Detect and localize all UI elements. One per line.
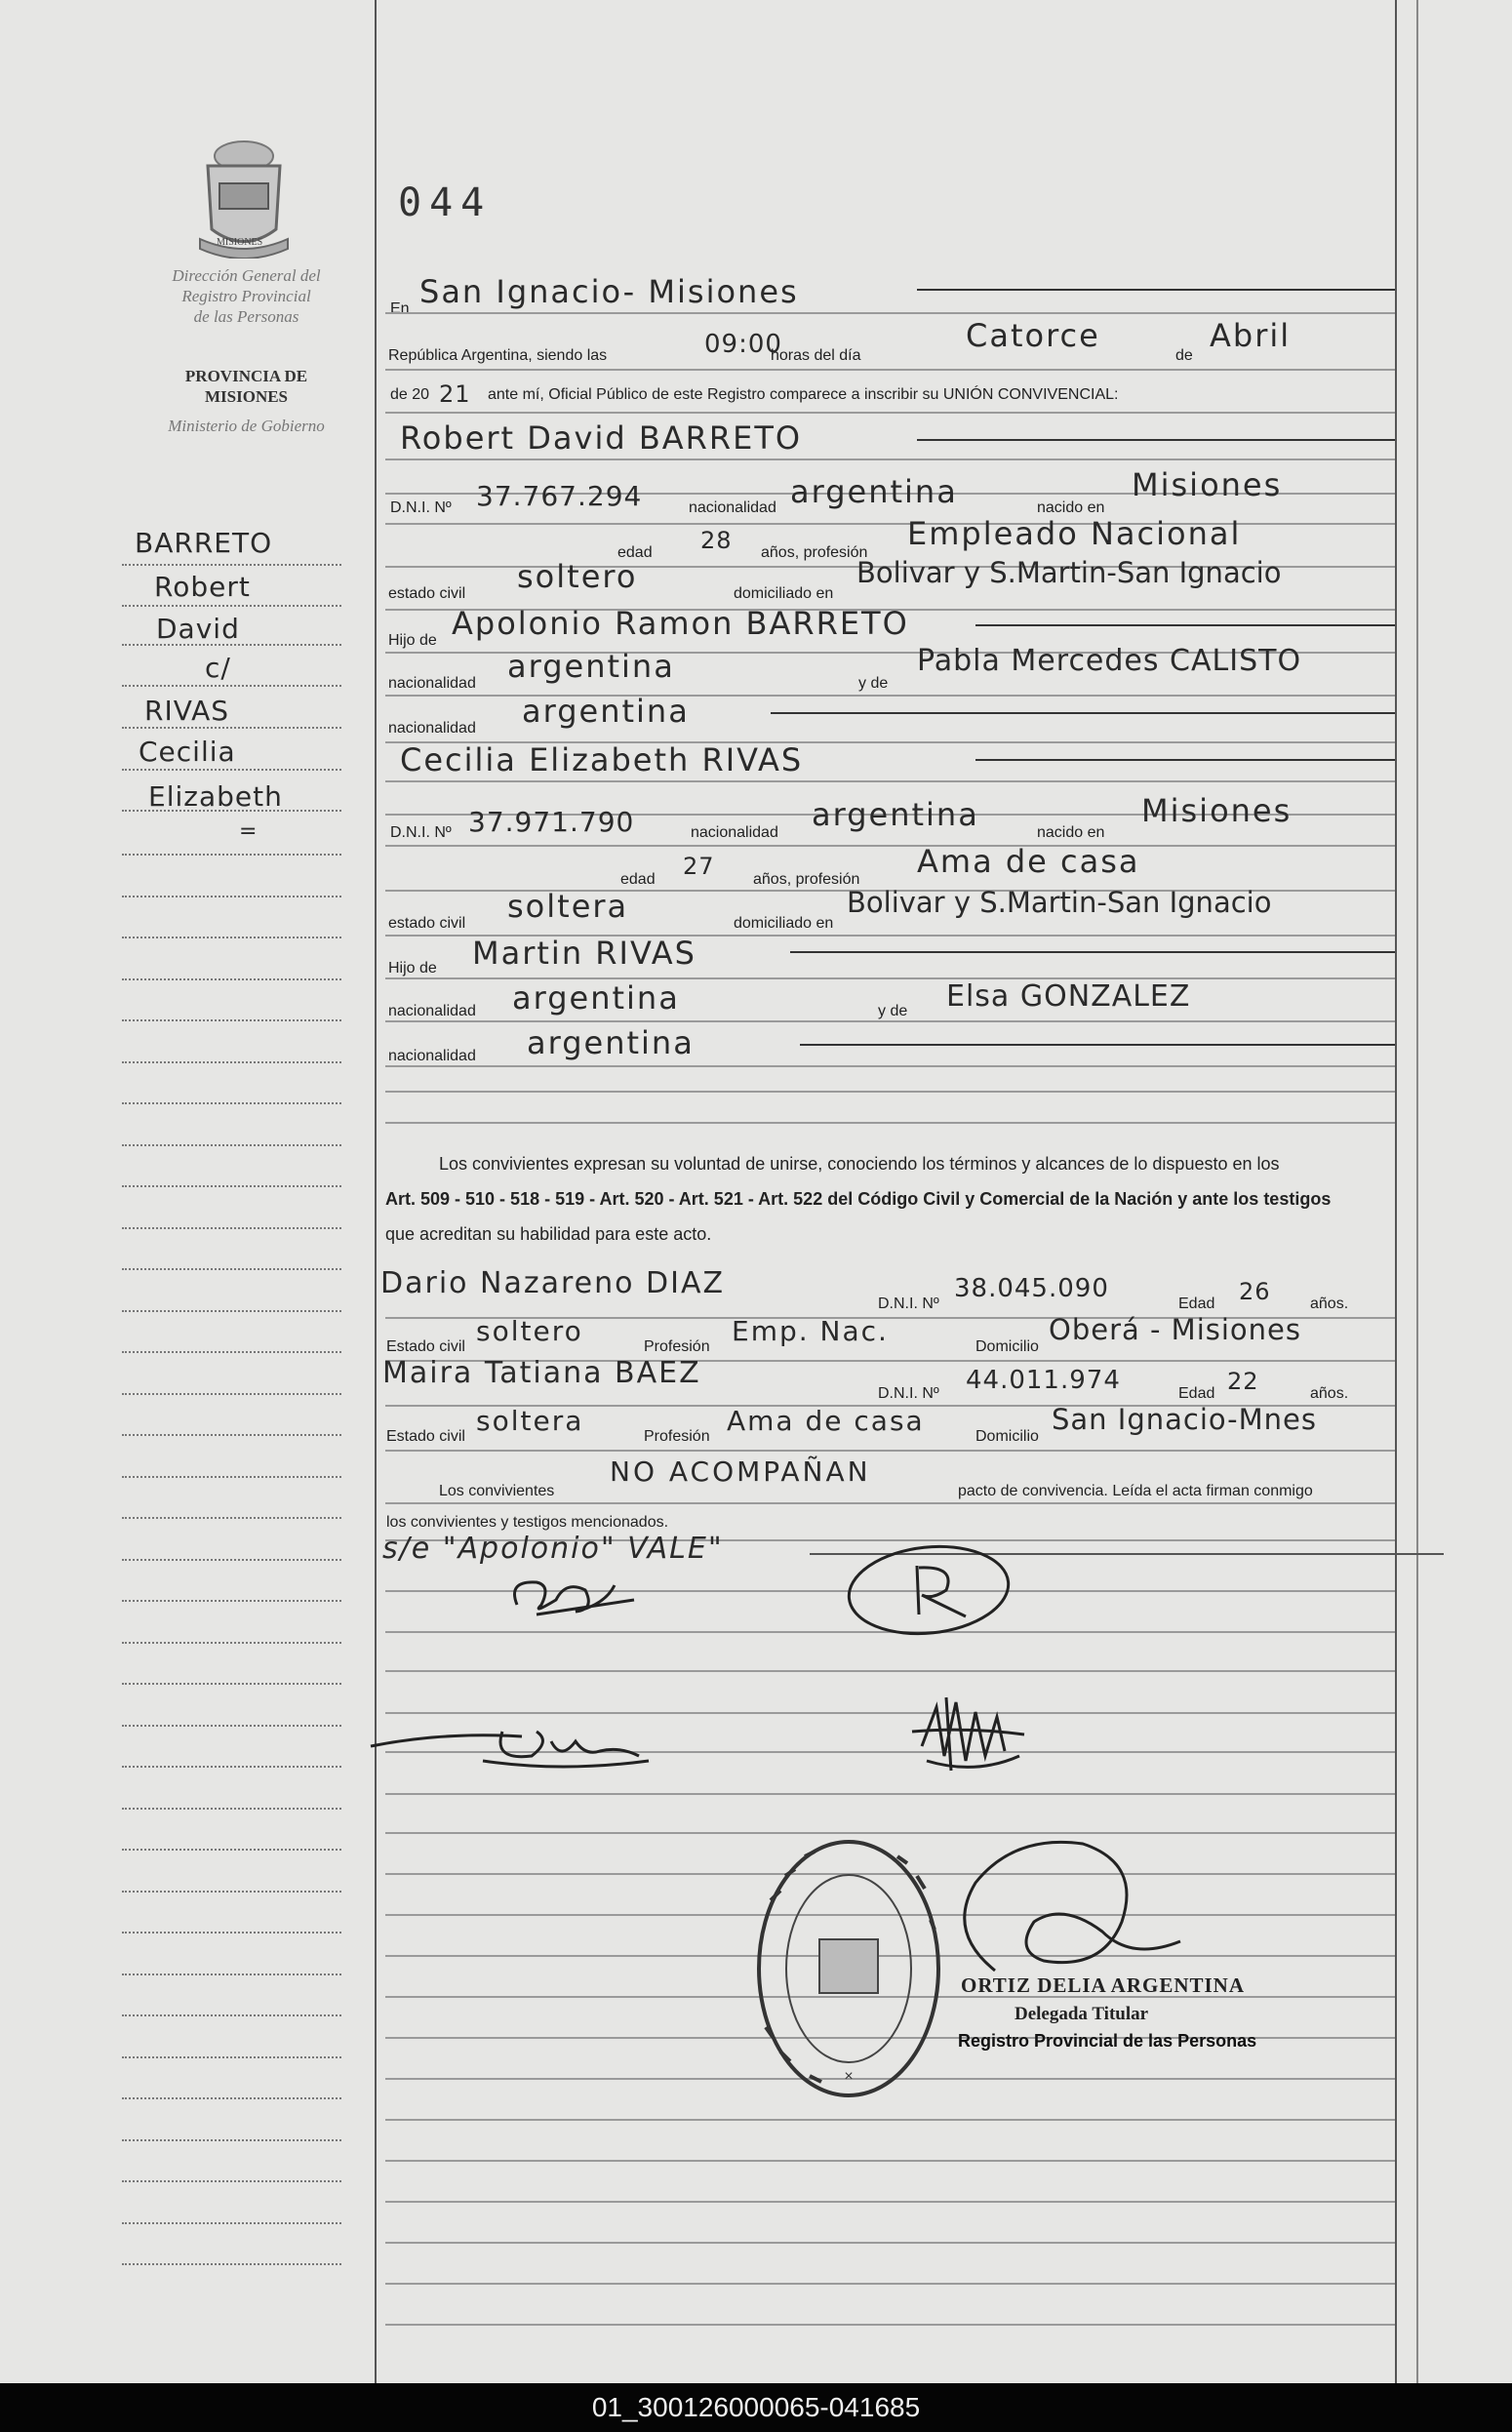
signature-scribble-2 (366, 1712, 658, 1780)
signature-circle-r (839, 1536, 1024, 1644)
partner1-profession: Empleado Nacional (907, 515, 1242, 552)
official-stamp-icon (751, 1832, 946, 2105)
witness2-civil-status: soltera (476, 1405, 584, 1437)
label-edad-1: edad (617, 544, 653, 561)
label-domiciliado-1: domiciliado en (734, 585, 834, 602)
witness2-name: Maira Tatiana BAEZ (382, 1356, 701, 1390)
margin-note-line-1: BARRETO (135, 527, 273, 559)
month-value: Abril (1210, 317, 1292, 354)
partner1-name: Robert David BARRETO (400, 419, 803, 457)
hour-value: 09:00 (704, 330, 782, 359)
partner1-civil-status: soltero (517, 558, 638, 595)
partner1-birthplace: Misiones (1132, 466, 1283, 503)
label-y-de-2: y de (878, 1003, 908, 1019)
label-nacionalidad-p2-father: nacionalidad (388, 1003, 476, 1019)
signature-scribble-1 (497, 1561, 644, 1629)
label-horas-dia: horas del día (771, 347, 861, 364)
label-republica: República Argentina, siendo las (388, 347, 608, 364)
partner1-father: Apolonio Ramon BARRETO (452, 605, 909, 642)
margin-note-line-6: Cecilia (139, 736, 236, 768)
signature-annotation: s/e "Apolonio" VALE" (382, 1532, 724, 1566)
legal-line-1: Los convivientes expresan su voluntad de unirse, conociendo los términos y alcances de lo dispuesto en los (439, 1154, 1280, 1174)
margin-note-line-4: c/ (205, 652, 231, 684)
label-nacido-1: nacido en (1037, 499, 1105, 516)
label-witness2-profesion: Profesión (644, 1428, 710, 1445)
label-year-prefix: de 20 (390, 386, 430, 403)
label-estado-civil-2: estado civil (388, 915, 466, 932)
witness1-civil-status: soltero (476, 1315, 583, 1347)
label-nacionalidad-p1-mother: nacionalidad (388, 720, 476, 737)
outer-right-line (1416, 0, 1418, 2383)
label-witness1-estado-civil: Estado civil (386, 1338, 465, 1355)
label-y-de-1: y de (858, 675, 889, 692)
label-nacido-2: nacido en (1037, 824, 1105, 841)
partner2-age: 27 (683, 853, 715, 880)
label-hijo-de-2: Hijo de (388, 960, 437, 977)
partner2-dni: 37.971.790 (468, 806, 635, 838)
margin-note-line-3: David (156, 613, 240, 645)
partner2-name: Cecilia Elizabeth RIVAS (400, 741, 804, 778)
witness1-profession: Emp. Nac. (732, 1315, 889, 1347)
witness1-address: Oberá - Misiones (1049, 1313, 1301, 1346)
place-value: San Ignacio- Misiones (419, 273, 799, 310)
svg-text:×: × (844, 2068, 854, 2085)
label-hijo-de-1: Hijo de (388, 632, 437, 649)
document-id-footer: 01_300126000065-041685 (0, 2383, 1512, 2432)
pact-value: NO ACOMPAÑAN (610, 1455, 871, 1488)
legal-line-2: Art. 509 - 510 - 518 - 519 - Art. 520 - Art. 521 - Art. 522 del Código Civil y Comercial de la Nación y ante los testigos (385, 1189, 1332, 1209)
label-witness2-domicilio: Domicilio (975, 1428, 1039, 1445)
partner1-age: 28 (700, 527, 733, 554)
partner1-mother-nationality: argentina (522, 693, 690, 730)
partner1-mother: Pabla Mercedes CALISTO (917, 644, 1302, 678)
registrar-title: Delegada Titular (1015, 2004, 1149, 2024)
margin-note-line-8: = (239, 819, 259, 844)
label-witness1-edad: Edad (1178, 1296, 1215, 1312)
right-margin-line (1395, 0, 1397, 2383)
partner2-mother-nationality: argentina (527, 1024, 695, 1061)
partner2-birthplace: Misiones (1141, 792, 1293, 829)
witness2-dni: 44.011.974 (966, 1366, 1121, 1395)
margin-note-line-5: RIVAS (144, 695, 230, 727)
label-comparece: ante mí, Oficial Público de este Registro comparece a inscribir su UNIÓN CONVIVENCIAL: (488, 386, 1119, 403)
witness1-age: 26 (1239, 1278, 1271, 1305)
ministry-name: Ministerio de Gobierno (168, 417, 325, 435)
partner2-address: Bolivar y S.Martin-San Ignacio (847, 886, 1272, 919)
signature-scribble-3 (907, 1688, 1034, 1785)
label-witness1-profesion: Profesión (644, 1338, 710, 1355)
witness2-profession: Ama de casa (727, 1405, 925, 1437)
partner2-mother: Elsa GONZALEZ (946, 979, 1191, 1014)
left-margin-line (375, 0, 377, 2383)
label-witness1-anos: años. (1310, 1296, 1349, 1312)
label-edad-2: edad (620, 871, 656, 888)
partner2-father-nationality: argentina (512, 979, 680, 1017)
witness2-age: 22 (1227, 1368, 1259, 1395)
label-nacionalidad-p1-father: nacionalidad (388, 675, 476, 692)
record-number: 044 (398, 180, 493, 225)
label-convivientes-testigos: los convivientes y testigos mencionados. (386, 1514, 669, 1531)
label-pacto: pacto de convivencia. Leída el acta firman conmigo (958, 1483, 1313, 1499)
partner2-father: Martin RIVAS (472, 935, 696, 972)
registrar-name: ORTIZ DELIA ARGENTINA (961, 1974, 1245, 1997)
label-dni-2: D.N.I. Nº (390, 824, 452, 841)
partner2-profession: Ama de casa (917, 843, 1140, 880)
registrar-office: Registro Provincial de las Personas (958, 2031, 1257, 2051)
margin-note-line-2: Robert (154, 571, 251, 603)
label-domiciliado-2: domiciliado en (734, 915, 834, 932)
witness1-name: Dario Nazareno DIAZ (380, 1266, 726, 1300)
partner1-dni: 37.767.294 (476, 480, 643, 512)
label-estado-civil-1: estado civil (388, 585, 466, 602)
partner1-address: Bolivar y S.Martin-San Ignacio (856, 556, 1282, 589)
label-de-mes: de (1175, 347, 1193, 364)
partner2-nationality: argentina (812, 796, 979, 833)
label-nacionalidad-1: nacionalidad (689, 499, 776, 516)
label-nacionalidad-p2-mother: nacionalidad (388, 1048, 476, 1064)
year-value: 21 (439, 380, 471, 408)
legal-line-3: que acreditan su habilidad para este acto. (385, 1224, 712, 1244)
label-witness2-edad: Edad (1178, 1385, 1215, 1402)
partner1-father-nationality: argentina (507, 648, 675, 685)
label-witness1-domicilio: Domicilio (975, 1338, 1039, 1355)
emblem-motto: MISIONES (217, 237, 263, 248)
legal-paragraph (385, 1151, 1395, 1247)
witness2-address: San Ignacio-Mnes (1052, 1403, 1317, 1436)
day-value: Catorce (966, 317, 1100, 354)
witness1-dni: 38.045.090 (954, 1274, 1109, 1303)
label-witness1-dni: D.N.I. Nº (878, 1296, 939, 1312)
label-en: En (390, 300, 410, 317)
label-witness2-dni: D.N.I. Nº (878, 1385, 939, 1402)
label-nacionalidad-2: nacionalidad (691, 824, 778, 841)
registry-name: Dirección General del Registro Provincial de las Personas (172, 266, 321, 326)
label-witness2-anos: años. (1310, 1385, 1349, 1402)
label-anos-profesion-1: años, profesión (761, 544, 868, 561)
partner2-civil-status: soltera (507, 888, 629, 925)
label-los-convivientes: Los convivientes (439, 1483, 555, 1499)
label-dni-1: D.N.I. Nº (390, 499, 452, 516)
partner1-nationality: argentina (790, 473, 958, 510)
label-witness2-estado-civil: Estado civil (386, 1428, 465, 1445)
label-anos-profesion-2: años, profesión (753, 871, 860, 888)
margin-note-line-7: Elizabeth (148, 780, 283, 813)
province-name: PROVINCIA DE MISIONES (184, 367, 308, 406)
